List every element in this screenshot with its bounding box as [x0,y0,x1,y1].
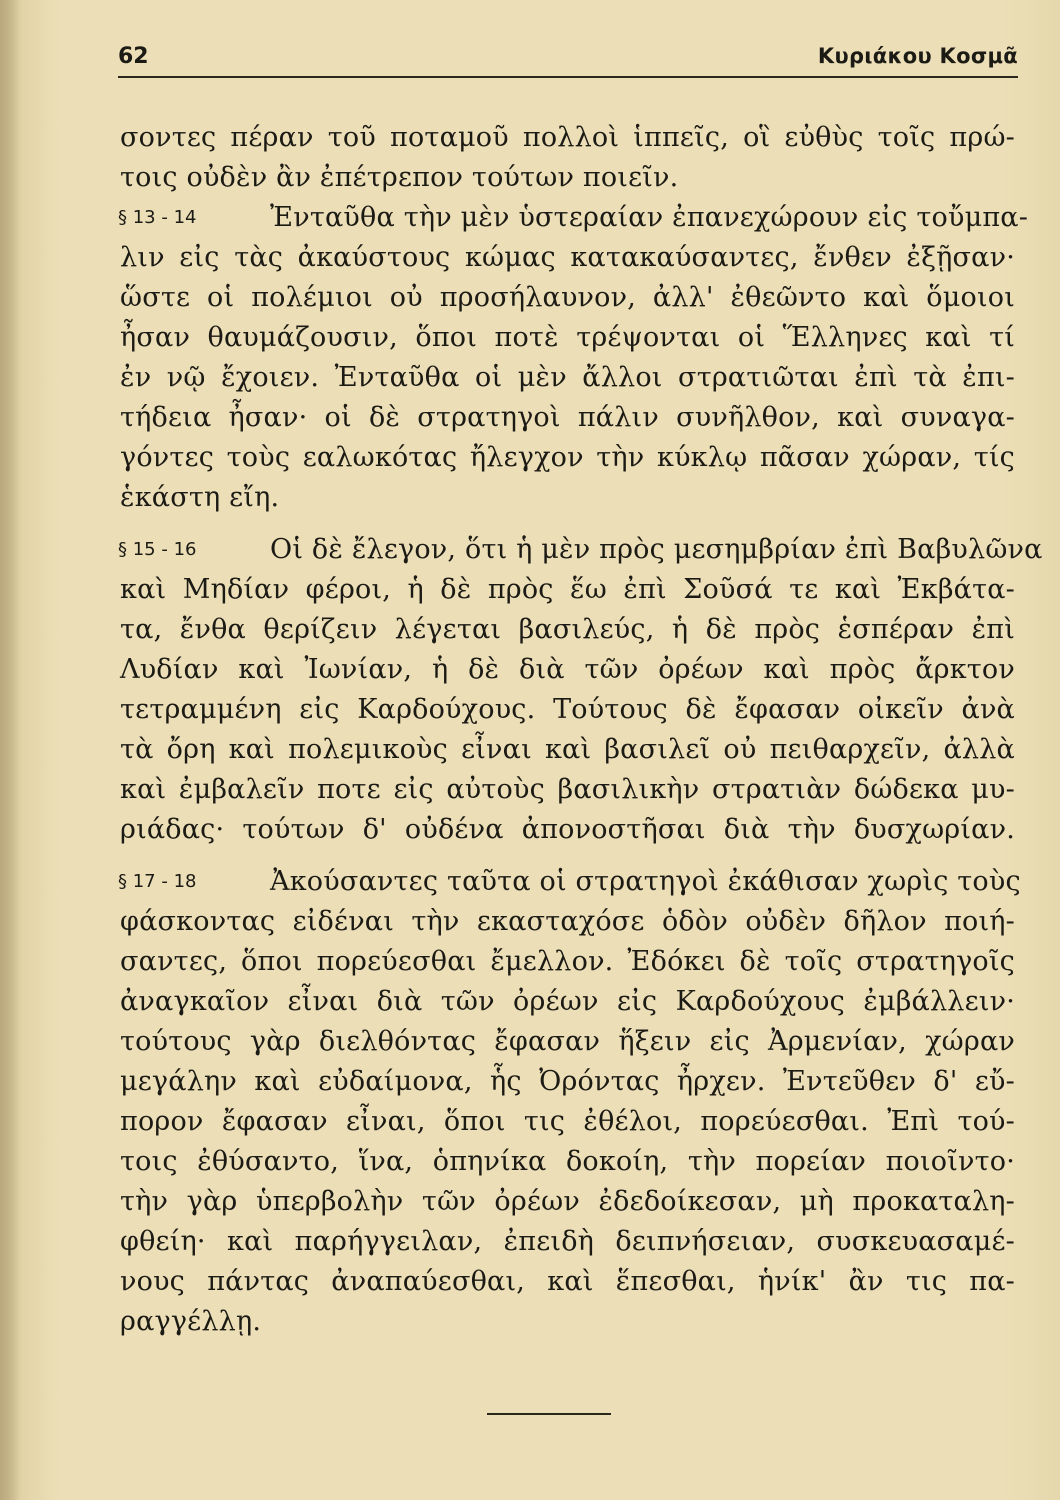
text-line: φθείη· καὶ παρήγγειλαν, ἐπειδὴ δειπνήσειαν, συσκευασαμέ- [120,1226,1015,1257]
text-line: καὶ ἐμβαλεῖν ποτε εἰς αὐτοὺς βασιλικὴν στρατιὰν δώδεκα μυ- [120,774,1015,805]
text-line: φάσκοντας εἰδέναι τὴν εκασταχόσε ὁδὸν οὐδὲν δῆλον ποιή- [120,906,1015,937]
text-line: ἐν νῷ ἔχοιεν. Ἐνταῦθα οἱ μὲν ἄλλοι στρατιῶται ἐπὶ τὰ ἐπι- [120,362,1015,393]
text-line: σοντες πέραν τοῦ ποταμοῦ πολλοὶ ἱππεῖς, οἳ εὐθὺς τοῖς πρώ- [120,122,1015,153]
text-line: μεγάλην καὶ εὐδαίμονα, ἧς Ὀρόντας ἦρχεν. Ἐντεῦθεν δ' εὔ- [120,1066,1015,1097]
text-line: λιν εἰς τὰς ἀκαύστους κώμας κατακαύσαντες, ἔνθεν ἐξῇσαν· [120,242,1015,273]
text-line: ὥστε οἱ πολέμιοι οὐ προσήλαυνον, ἀλλ' ἐθεῶντο καὶ ὅμοιοι [120,282,1015,313]
text-line: τετραμμένη εἰς Καρδούχους. Τούτους δὲ ἔφασαν οἰκεῖν ἀνὰ [120,694,1015,725]
text-line: Ἐνταῦθα τὴν μὲν ὑστεραίαν ἐπανεχώρουν εἰς τοὔμπα- [270,202,1029,233]
text-line: τούτους γὰρ διελθόντας ἔφασαν ἥξειν εἰς Ἀρμενίαν, χώραν [120,1026,1015,1057]
text-line: ἦσαν θαυμάζουσιν, ὅποι ποτὲ τρέψονται οἱ Ἕλληνες καὶ τί [120,322,1015,353]
text-line: τήδεια ἦσαν· οἱ δὲ στρατηγοὶ πάλιν συνῆλθον, καὶ συναγα- [120,402,1015,433]
header-rule [118,76,1018,78]
text-line: γόντες τοὺς εαλωκότας ἤλεγχον τὴν κύκλῳ πᾶσαν χώραν, τίς [120,442,1015,473]
section-marker: § 17 - 18 [118,871,197,892]
text-line: τοις ἐθύσαντο, ἵνα, ὁπηνίκα δοκοίη, τὴν πορείαν ποιοῖντο· [120,1146,1015,1177]
text-line: τὴν γὰρ ὑπερβολὴν τῶν ὀρέων ἐδεδοίκεσαν, μὴ προκαταλη- [120,1186,1015,1217]
section-marker: § 13 - 14 [118,207,197,228]
text-line: καὶ Μηδίαν φέροι, ἡ δὲ πρὸς ἕω ἐπὶ Σοῦσά τε καὶ Ἐκβάτα- [120,574,1015,605]
text-line: Οἱ δὲ ἔλεγον, ὅτι ἡ μὲν πρὸς μεσημβρίαν ἐπὶ Βαβυλῶνα [270,534,1043,565]
text-line: τα, ἔνθα θερίζειν λέγεται βασιλεύς, ἡ δὲ πρὸς ἑσπέραν ἐπὶ [120,614,1015,645]
page-number: 62 [118,44,149,69]
text-line: ἑκάστη εἴη. [120,482,280,513]
text-line: σαντες, ὅποι πορεύεσθαι ἔμελλον. Ἐδόκει δὲ τοῖς στρατηγοῖς [120,946,1015,977]
text-line: ραγγέλλῃ. [120,1306,262,1337]
text-line: νους πάντας ἀναπαύεσθαι, καὶ ἕπεσθαι, ἡνίκ' ἂν τις πα- [120,1266,1015,1297]
text-line: τοις οὐδὲν ἂν ἐπέτρεπον τούτων ποιεῖν. [120,162,679,193]
text-line: Ἀκούσαντες ταῦτα οἱ στρατηγοὶ ἐκάθισαν χωρὶς τοὺς [270,866,1021,897]
end-rule [487,1413,611,1415]
text-line: Λυδίαν καὶ Ἰωνίαν, ἡ δὲ διὰ τῶν ὀρέων καὶ πρὸς ἄρκτον [120,654,1015,685]
running-head [118,42,1018,76]
text-line: τὰ ὄρη καὶ πολεμικοὺς εἶναι καὶ βασιλεῖ οὐ πειθαρχεῖν, ἀλλὰ [120,734,1015,765]
text-line: πορον ἔφασαν εἶναι, ὅποι τις ἐθέλοι, πορεύεσθαι. Ἐπὶ τού- [120,1106,1015,1137]
spine-shadow [0,0,22,1500]
text-line: ριάδας· τούτων δ' οὐδένα ἀπονοστῆσαι διὰ τὴν δυσχωρίαν. [120,814,1015,845]
section-marker: § 15 - 16 [118,539,197,560]
text-line: ἀναγκαῖον εἶναι διὰ τῶν ὀρέων εἰς Καρδούχους ἐμβάλλειν· [120,986,1015,1017]
header-title: Κυριάκου Κοσμᾶ [817,44,1018,68]
